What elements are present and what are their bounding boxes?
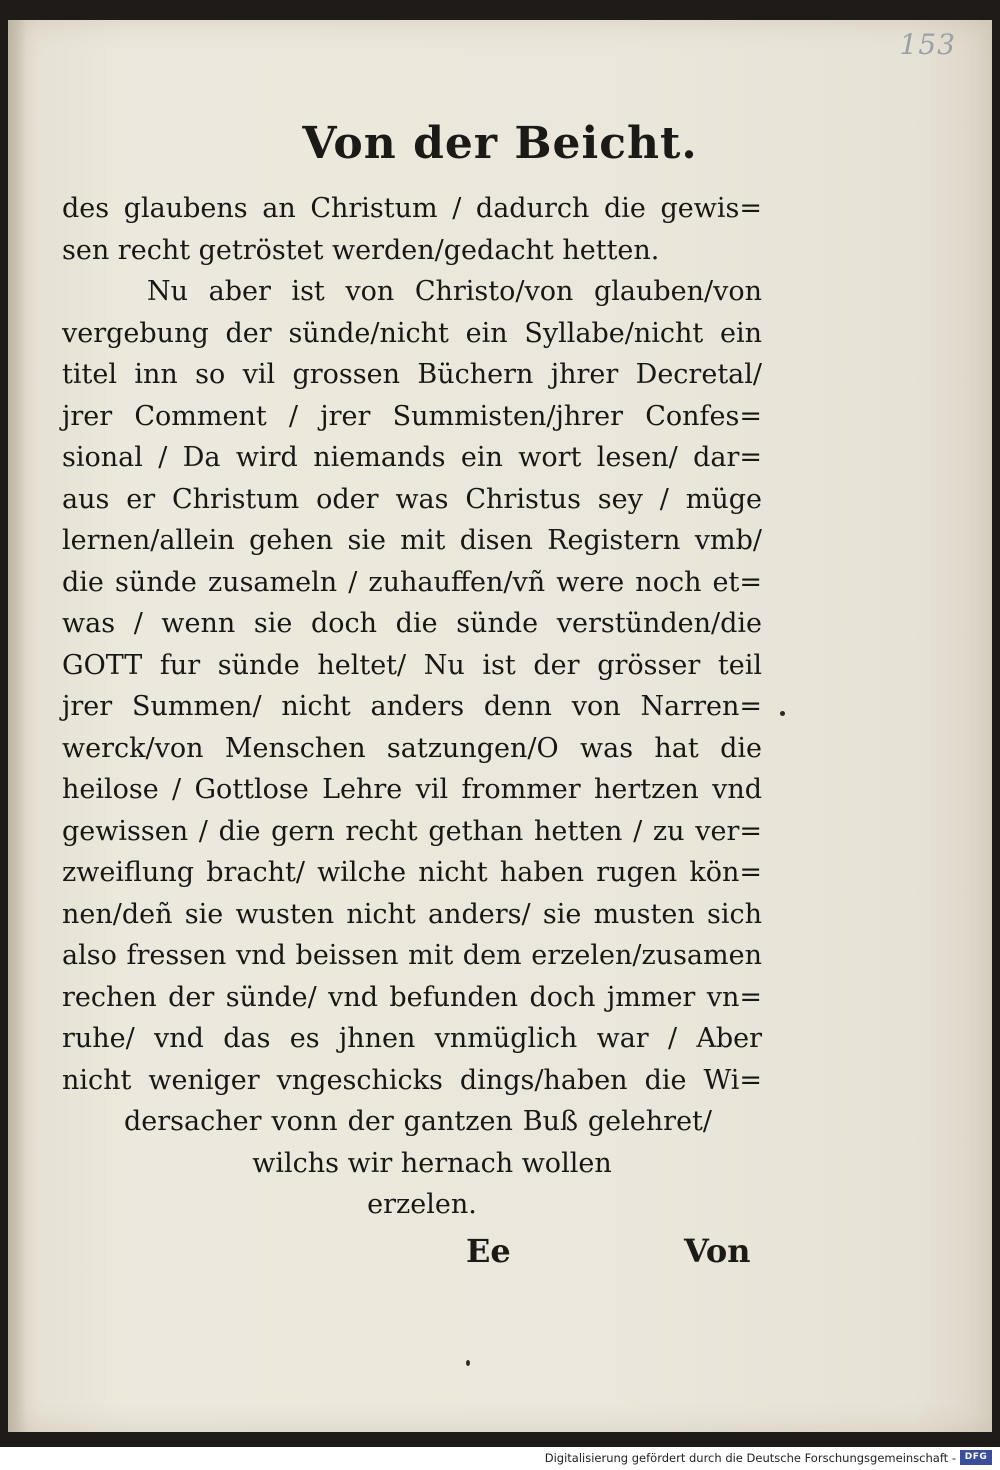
- text-line: werck/von Menschen satzungen/O was hat die: [62, 732, 762, 764]
- text-line: nicht weniger vngeschicks dings/haben die Wi=: [62, 1064, 762, 1096]
- text-line: jrer Summen/ nicht anders denn von Narren=: [62, 691, 762, 722]
- page-gutter-shadow: [8, 20, 26, 1432]
- ink-speck: [780, 711, 785, 716]
- body-text: [62, 188, 762, 1226]
- text-line: rechen der sünde/ vnd befunden doch jmmer vn=: [62, 981, 762, 1013]
- text-line: aus er Christum oder was Christus sey / müge: [62, 483, 762, 515]
- text-line: heilose / Gottlose Lehre vil frommer hertzen vnd: [62, 774, 762, 805]
- text-line: was / wenn sie doch die sünde verstünden/die: [62, 608, 762, 639]
- text-line: die sünde zusameln / zuhauffen/vñ were noch et=: [62, 566, 762, 598]
- text-line: dersacher vonn der gantzen Buß gelehret/: [124, 1106, 712, 1137]
- text-line: titel inn so vil grossen Büchern jhrer Decretal/: [62, 359, 762, 390]
- text-line: wilchs wir hernach wollen: [252, 1147, 612, 1179]
- folio-number: 153: [899, 28, 956, 61]
- text-line: GOTT fur sünde heltet/ Nu ist der grösser teil: [62, 649, 762, 681]
- catchword: Von: [684, 1232, 751, 1270]
- dfg-logo-icon: DFG: [960, 1450, 992, 1465]
- funding-credit: Digitalisierung gefördert durch die Deutsche Forschungsgemeinschaft -: [544, 1451, 956, 1465]
- text-line: erzelen.: [367, 1189, 477, 1220]
- text-line: also fressen vnd beissen mit dem erzelen/zusamen: [62, 940, 762, 971]
- text-line: ruhe/ vnd das es jhnen vnmüglich war / Aber: [62, 1023, 762, 1054]
- text-line: gewissen / die gern recht gethan hetten / zu ver=: [62, 815, 762, 847]
- text-line: sional / Da wird niemands ein wort lesen/ dar=: [62, 442, 762, 473]
- text-line: jrer Comment / jrer Summisten/jhrer Confes=: [62, 400, 762, 432]
- text-line: vergebung der sünde/nicht ein Syllabe/nicht ein: [62, 317, 762, 349]
- text-line: Nu aber ist von Christo/von glauben/von: [147, 276, 762, 307]
- text-line: sen recht getröstet werden/gedacht hetten.: [62, 234, 660, 266]
- text-line: zweiflung bracht/ wilche nicht haben rugen kön=: [62, 857, 762, 888]
- text-line: lernen/allein gehen sie mit disen Registern vmb/: [62, 525, 762, 556]
- running-head: Von der Beicht.: [302, 118, 698, 169]
- footer-bar: [0, 1447, 1000, 1470]
- signature-mark: Ee: [466, 1232, 511, 1270]
- text-line: des glaubens an Christum / dadurch die gewis=: [62, 193, 762, 224]
- ink-speck: [466, 1360, 470, 1366]
- text-line: nen/deñ sie wusten nicht anders/ sie musten sich: [62, 898, 762, 930]
